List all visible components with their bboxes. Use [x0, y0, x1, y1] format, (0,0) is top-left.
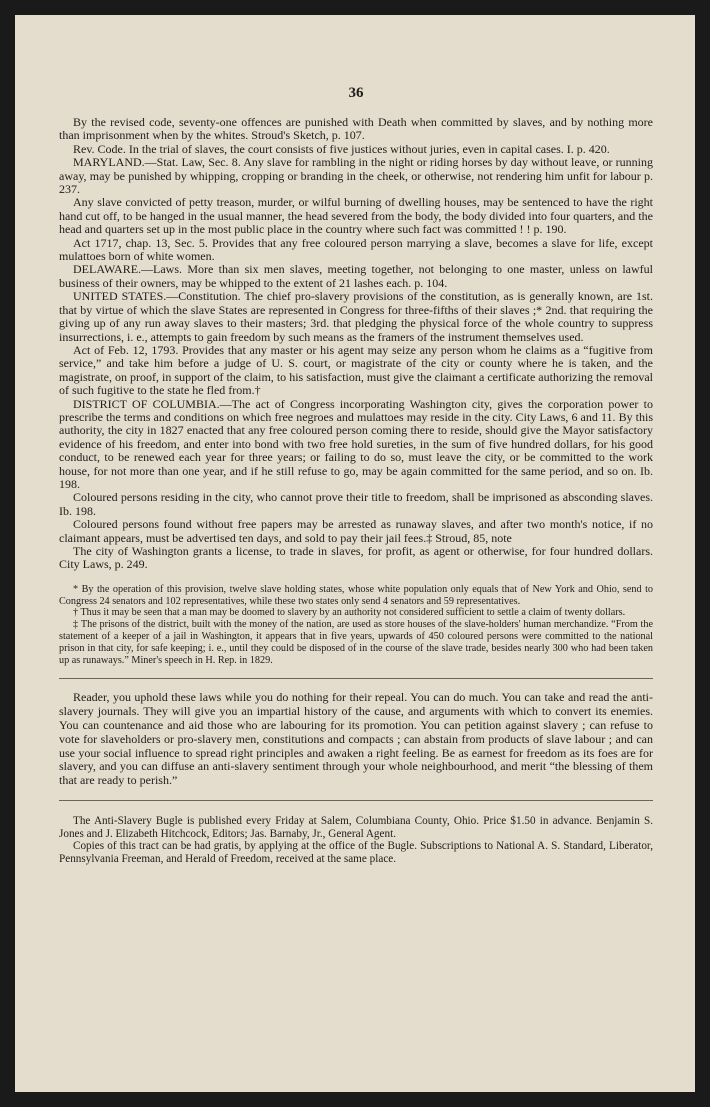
paragraph-district-of-columbia: DISTRICT OF COLUMBIA.—The act of Congress incorporating Washington city, gives the corporation power to prescribe the terms and conditions on which free negroes and mulattoes may reside in the city. City Laws, 6 and 11. By this authority, the city in 1827 enacted that any free coloured person coming there to reside, should give the Mayor satisfactory evidence of his freedom, and enter into bond with two free hold sureties, in the sum of five hundred dollars, for his good conduct, to be renewed each year for three years; or failing to do so, must leave the city, or be committed to the work house, for not more than one year, and if he still refuse to go, may be again committed for the same period, and so on. Ib. 198.	[59, 396, 653, 491]
paragraph-united-states: UNITED STATES.—Constitution. The chief pro-slavery provisions of the constitution, as is generally known, are 1st. that by virtue of which the slave States are represented in Congress for three-fifths of their slaves ;* 2nd. that requiring the giving up of any run away slaves to their masters; 3rd. that pledging the physical force of the whole country to suppress insurrections, i. e., attempts to gain freedom by such means as the framers of the instrument themselves used.	[59, 289, 653, 344]
reader-appeal	[59, 691, 653, 788]
paragraph-delaware: DELAWARE.—Laws. More than six men slaves, meeting together, not belonging to one master, unless on lawful business of their owners, may be whipped to the extent of 21 lashes each. p. 104.	[59, 262, 653, 290]
paragraph-maryland: MARYLAND.—Stat. Law, Sec. 8. Any slave for rambling in the night or riding horses by day without leave, or running away, may be punished by whipping, cropping or branding in the cheek, or otherwise, not rendering him unfit for labour p. 237.	[59, 155, 653, 197]
publisher-imprint	[59, 815, 653, 865]
main-text	[59, 116, 653, 572]
paragraph-washington-license: The city of Washington grants a license, to trade in slaves, for profit, as agent or otherwise, for four hundred dollars. City Laws, p. 249.	[59, 544, 653, 572]
paragraph-petty-treason: Any slave convicted of petty treason, murder, or wilful burning of dwelling houses, may be sentenced to have the right hand cut off, to be hanged in the usual manner, the head severed from the body, the body divided into four quarters, and the head and quarters set up in the most public place in the country where such fact was committed ! ! p. 190.	[59, 195, 653, 237]
footnote-asterisk: * By the operation of this provision, twelve slave holding states, whose white population only equals that of New York and Ohio, send to Congress 24 senators and 102 representatives, while these two states only send 4 senators and 59 representatives.	[59, 583, 653, 607]
paragraph-act-1793: Act of Feb. 12, 1793. Provides that any master or his agent may seize any person whom he claims as a “fugitive from service,” and take him before a judge of U. S. court, or magistrate of the city or county where he is taken, and the magistrate, on proof, in support of the claim, to his satisfaction, must give the claimant a certificate authorizing the removal of such fugitive to the state he fled from.†	[59, 342, 653, 398]
section-divider	[59, 678, 653, 679]
footnote-dagger: † Thus it may be seen that a man may be doomed to slavery by an authority not considered sufficient to settle a claim of twenty dollars.	[73, 607, 626, 619]
paragraph-act-1717: Act 1717, chap. 13, Sec. 5. Provides that any free coloured person marrying a slave, becomes a slave for life, except mulattoes born of white women.	[59, 235, 653, 264]
imprint-bugle: The Anti-Slavery Bugle is published every Friday at Salem, Columbiana County, Ohio. Price $1.50 in advance. Benjamin S. Jones and J. Elizabeth Hitchcock, Editors; Jas. Barnaby, Jr., General Agent.	[59, 814, 653, 840]
imprint-divider	[59, 800, 653, 801]
footnotes	[59, 584, 653, 667]
imprint-copies: Copies of this tract can be had gratis, by applying at the office of the Bugle. Subscriptions to National A. S. Standard, Liberator, Pennsylvania Freeman, and Herald of Freedom, received at the same place.	[59, 840, 653, 865]
footnote-double-dagger: ‡ The prisons of the district, built with the money of the nation, are used as store houses of the slave-holders' human merchandize. “From the statement of a keeper of a jail in Washington, it appears that in five years, upwards of 450 coloured persons were committed to the national prison in that city, for safe keeping; i. e., until they could be disposed of in the course of the slave trade, besides nearly 300 who had been taken up as runaways.” Miner's speech in H. Rep. in 1829.	[59, 619, 653, 666]
paragraph-coloured-persons-residing: Coloured persons residing in the city, who cannot prove their title to freedom, shall be imprisoned as absconding slaves. Ib. 198.	[59, 490, 653, 518]
page-number: 36	[348, 85, 364, 101]
paragraph-virginia-death: By the revised code, seventy-one offences are punished with Death when committed by slaves, and by nothing more than imprisonment when by the whites. Stroud's Sketch, p. 107.	[59, 115, 653, 143]
appeal-paragraph: Reader, you uphold these laws while you do nothing for their repeal. You can do much. You can take and read the anti-slavery journals. They will give you an impartial history of the cause, and arguments with which to convert its enemies. You can countenance and aid those who are labouring for its promotion. You can petition against slavery ; can refuse to vote for slaveholders or pro-slavery men, constitutions and compacts ; can abstain from products of slave labour ; and can use your social influence to spread right principles and awaken a right feeling. Be as earnest for freedom as its foes are for slavery, and you can diffuse an anti-slavery sentiment through your whole neighbourhood, and merit “the blessing of them that are ready to perish.”	[59, 690, 653, 788]
paragraph-free-papers: Coloured persons found without free papers may be arrested as runaway slaves, and after two month's notice, if no claimant appears, must be advertised ten days, and sold to pay their jail fees.‡ Stroud, 85, note	[59, 517, 653, 545]
paragraph-rev-code: Rev. Code. In the trial of slaves, the court consists of five justices without juries, even in capital cases. I. p. 420.	[73, 141, 610, 156]
document-page	[15, 15, 695, 1092]
